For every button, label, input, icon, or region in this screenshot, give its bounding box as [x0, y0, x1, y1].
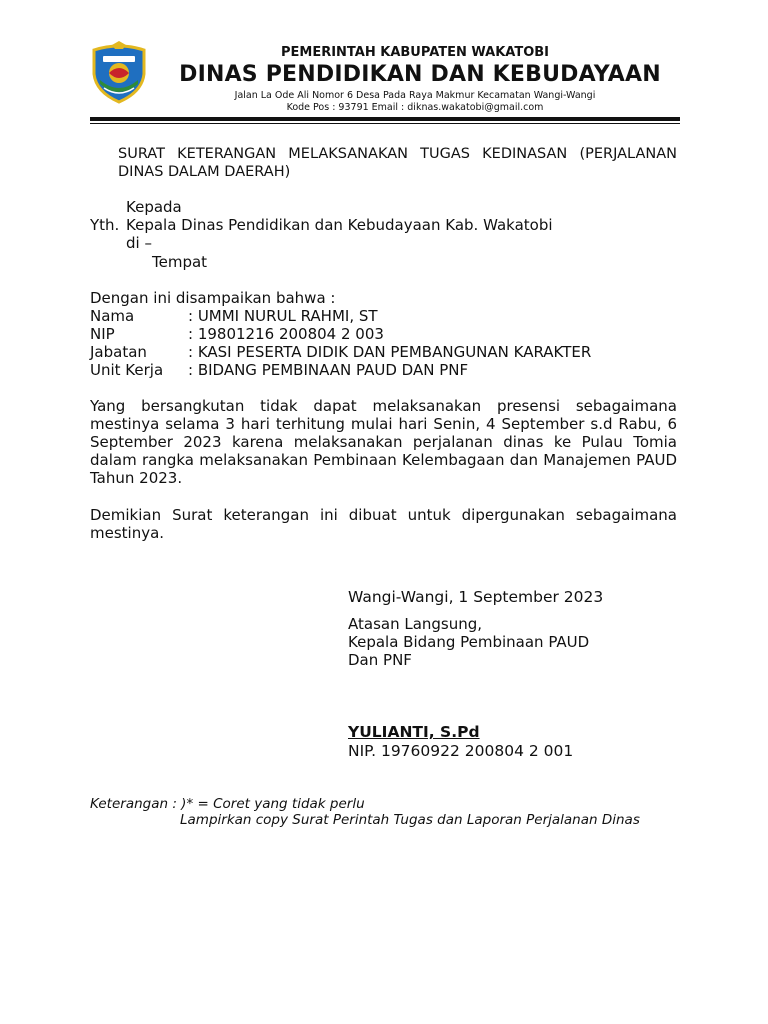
field-value: : BIDANG PEMBINAAN PAUD DAN PNF — [188, 361, 469, 379]
signatory-nip: NIP. 19760922 200804 2 001 — [348, 742, 574, 760]
intro-text: Dengan ini disampaikan bahwa : — [90, 289, 336, 307]
closing-paragraph: Demikian Surat keterangan ini dibuat untuk dipergunakan sebagaimana mestinya. — [90, 506, 677, 542]
field-value: : KASI PESERTA DIDIK DAN PEMBANGUNAN KARAKTER — [188, 343, 592, 361]
note-line: Keterangan : )* = Coret yang tidak perlu — [90, 796, 365, 812]
field-label: Unit Kerja — [90, 361, 164, 379]
letterhead-rule-thin — [90, 123, 680, 124]
signature-role: Atasan Langsung, — [348, 615, 483, 633]
recipient-kepada: Kepada — [126, 198, 182, 216]
signature-place-date: Wangi-Wangi, 1 September 2023 — [348, 588, 604, 606]
wakatobi-emblem-icon — [90, 40, 148, 104]
letterhead-rule — [90, 117, 680, 121]
letterhead-contact: Kode Pos : 93791 Email : diknas.wakatobi@gmail.com — [286, 102, 544, 113]
recipient-name: Kepala Dinas Pendidikan dan Kebudayaan Kab. Wakatobi — [126, 216, 553, 234]
field-value: : UMMI NURUL RAHMI, ST — [188, 307, 378, 325]
body-paragraph: Yang bersangkutan tidak dapat melaksanakan presensi sebagaimana mestinya selama 3 hari terhitung mulai hari Senin, 4 September s.d Rabu, 6 September 2023 karena melaksanakan perjalanan dinas ke Pulau Tomia dalam rangka melaksanakan Pembinaan Kelembagaan dan Manajemen PAUD Tahun 2023. — [90, 397, 677, 487]
letterhead-address: Jalan La Ode Ali Nomor 6 Desa Pada Raya Makmur Kecamatan Wangi-Wangi — [234, 90, 596, 101]
field-label: Jabatan — [90, 343, 147, 361]
recipient-di: di – — [126, 234, 152, 252]
field-value: : 19801216 200804 2 003 — [188, 325, 384, 343]
signature-role: Kepala Bidang Pembinaan PAUD — [348, 633, 590, 651]
field-label: NIP — [90, 325, 115, 343]
letter-title: SURAT KETERANGAN MELAKSANAKAN TUGAS KEDINASAN (PERJALANAN DINAS DALAM DAERAH) — [118, 146, 677, 180]
recipient-yth: Yth. — [90, 216, 120, 234]
signature-role: Dan PNF — [348, 651, 412, 669]
recipient-tempat: Tempat — [152, 253, 208, 271]
signatory-name: YULIANTI, S.Pd — [348, 723, 480, 741]
note-line: Lampirkan copy Surat Perintah Tugas dan Laporan Perjalanan Dinas — [180, 812, 640, 828]
letterhead-agency: DINAS PENDIDIKAN DAN KEBUDAYAAN — [179, 62, 661, 87]
letterhead-government: PEMERINTAH KABUPATEN WAKATOBI — [280, 45, 550, 60]
field-label: Nama — [90, 307, 135, 325]
